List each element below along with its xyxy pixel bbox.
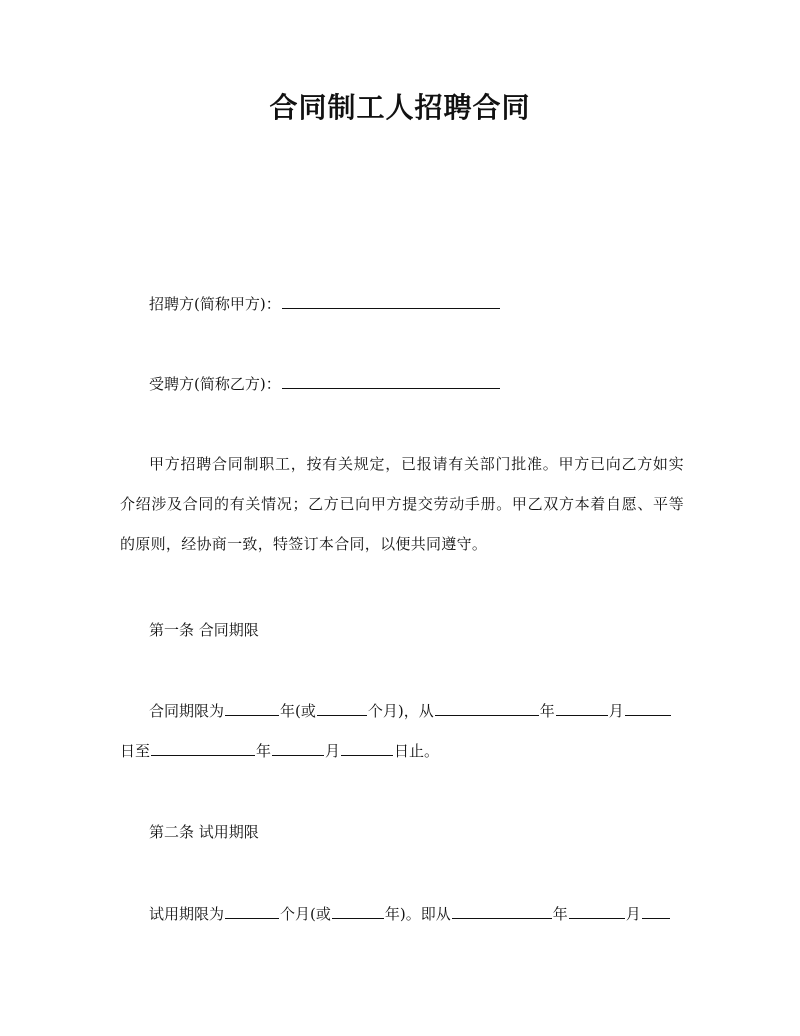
article2-text: 个月(或 (280, 905, 331, 923)
trial-start-day-blank[interactable] (642, 903, 670, 919)
article1-text: 月 (325, 742, 341, 760)
contract-months-blank[interactable] (317, 700, 367, 716)
article1-text: 合同期限为 (149, 702, 225, 720)
party-b-line (149, 373, 501, 394)
start-year-blank[interactable] (435, 700, 539, 716)
article2-line1 (149, 903, 671, 924)
end-day-blank[interactable] (341, 740, 393, 756)
start-day-blank[interactable] (625, 700, 671, 716)
article1-text: 年 (539, 702, 555, 720)
intro-paragraph: 甲方招聘合同制职工，按有关规定，已报请有关部门批准。甲方已向乙方如实介绍涉及合同的有关情况；乙方已向甲方提交劳动手册。甲乙双方本着自愿、平等的原则，经协商一致，特签订本合同，以便共同遵守。 (120, 455, 684, 553)
trial-start-month-blank[interactable] (569, 903, 625, 919)
article1-line1 (149, 700, 672, 721)
article1-text: 个月)，从 (367, 702, 434, 720)
trial-months-blank[interactable] (225, 903, 279, 919)
article1-line2 (120, 740, 439, 761)
end-month-blank[interactable] (272, 740, 324, 756)
contract-years-blank[interactable] (225, 700, 279, 716)
article1-heading: 第一条 合同期限 (149, 621, 259, 639)
article1-text: 日止。 (394, 742, 440, 760)
party-a-label: 招聘方(简称甲方)： (149, 295, 281, 313)
end-year-blank[interactable] (151, 740, 255, 756)
party-b-blank[interactable] (282, 373, 500, 389)
article2-text: 年 (552, 905, 568, 923)
article1-text: 年 (256, 742, 272, 760)
trial-start-year-blank[interactable] (452, 903, 552, 919)
article2-heading: 第二条 试用期限 (149, 823, 259, 841)
trial-years-blank[interactable] (332, 903, 384, 919)
party-b-label: 受聘方(简称乙方)： (149, 375, 281, 393)
article1-text: 日至 (120, 742, 151, 760)
party-a-line (149, 293, 501, 314)
page-title: 合同制工人招聘合同 (269, 91, 531, 124)
start-month-blank[interactable] (556, 700, 608, 716)
article1-text: 年(或 (280, 702, 316, 720)
article2-text: 年)。即从 (384, 905, 451, 923)
article2-text: 试用期限为 (149, 905, 225, 923)
article1-text: 月 (608, 702, 624, 720)
party-a-blank[interactable] (282, 293, 500, 309)
article2-text: 月 (625, 905, 641, 923)
